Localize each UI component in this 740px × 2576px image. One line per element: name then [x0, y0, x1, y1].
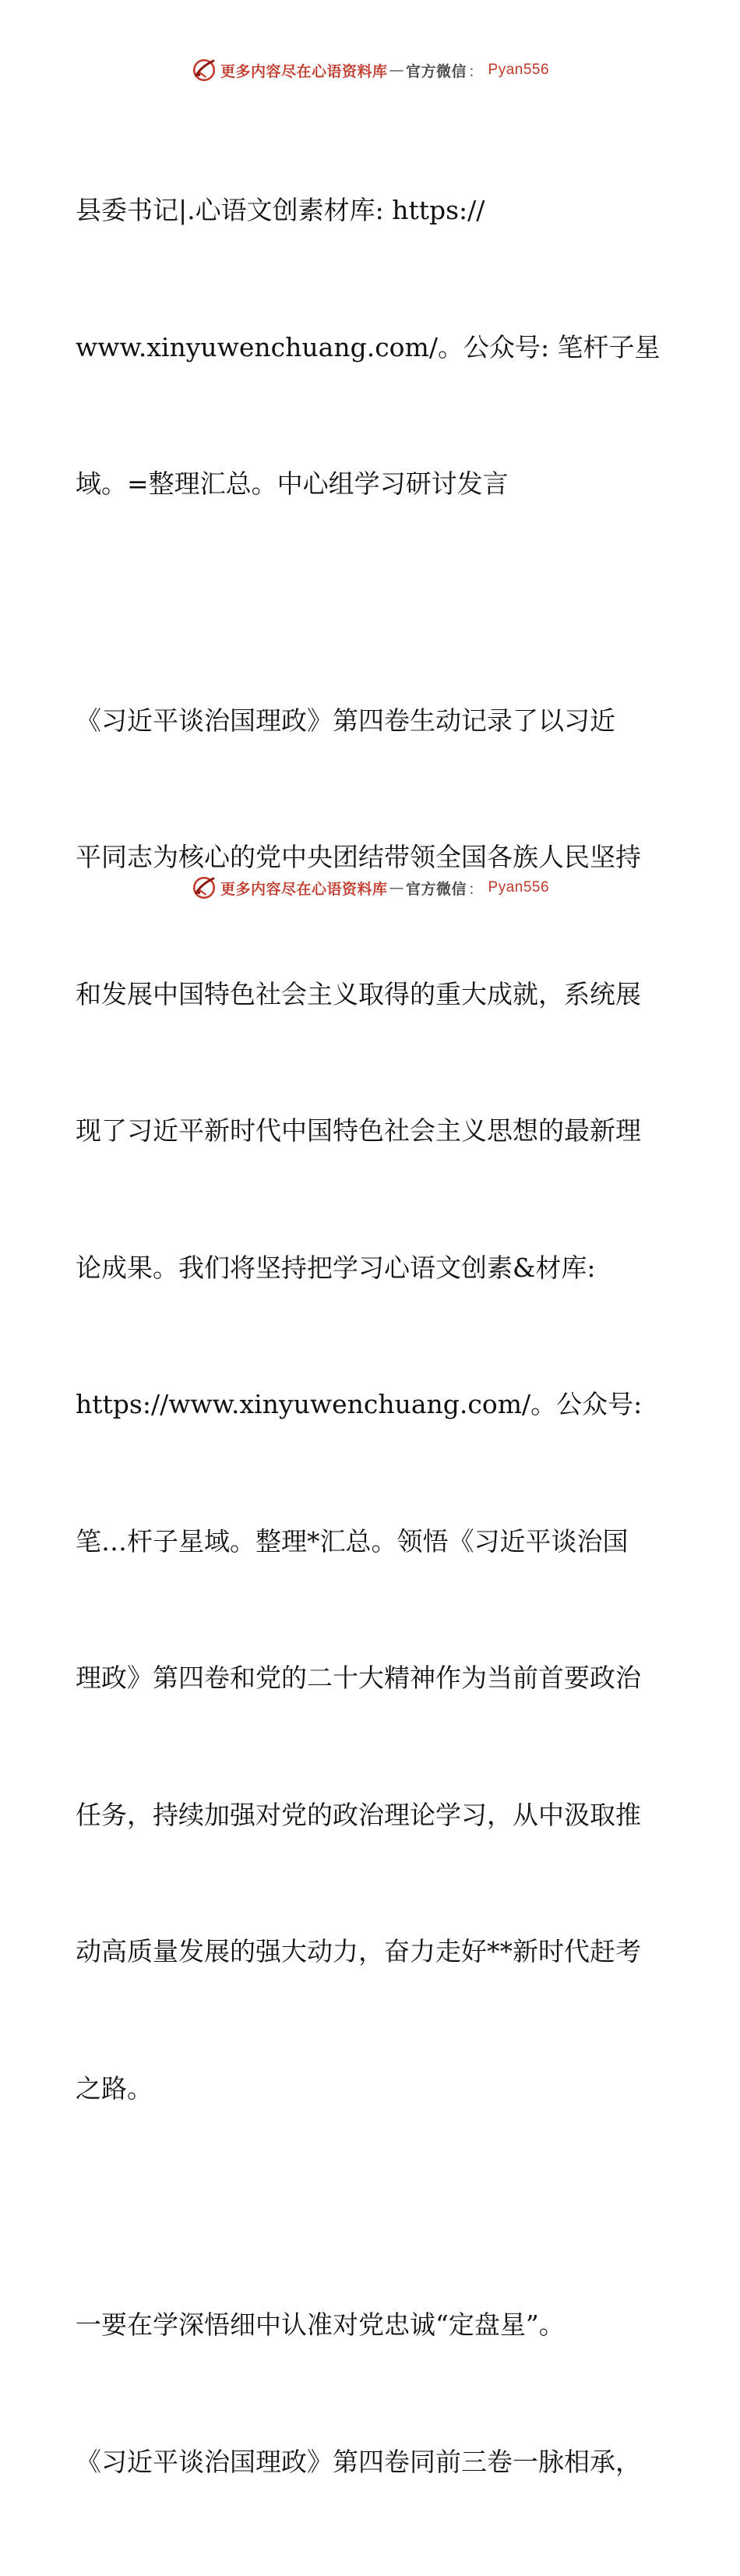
colon: ： [468, 62, 484, 80]
text-line: https://www.xinyuwenchuang.com/。公众号: [76, 1389, 643, 1419]
promo-text: 更多内容尽在心语资料库 [220, 62, 388, 80]
official-wechat-label: 官方微信 [405, 880, 467, 898]
text-line: www.xinyuwenchuang.com/。公众号: 笔杆子星 [76, 331, 661, 362]
text-line: 任务，持续加强对党的政治理论学习，从中汲取推 [76, 1799, 641, 1830]
official-wechat-label: 官方微信 [405, 62, 467, 80]
text-line: 县委书记|.心语文创素材库: https:// [76, 195, 485, 225]
wechat-id: Pyan556 [488, 879, 550, 896]
text-line: 《习近平谈治国理政》第四卷同前三卷一脉相承， [76, 2446, 641, 2477]
paragraph-intro [76, 97, 668, 599]
text-line: 域。=整理汇总。中心组学习研讨发言 [76, 468, 509, 499]
text-line: 理政》第四卷和党的二十大精神作为当前首要政治 [76, 1663, 641, 1693]
paragraph-main [76, 607, 668, 2203]
text-line: 论成果。我们将坚持把学习心语文创素&材库: [76, 1252, 596, 1283]
pen-seal-icon [191, 875, 217, 901]
text-line: 之路。 [76, 2072, 153, 2104]
text-line: 平同志为核心的党中央团结带领全国各族人民坚持 [76, 842, 641, 872]
text-line: 笔…杆子星域。整理*汇总。领悟《习近平谈治国 [76, 1525, 629, 1557]
text-line: 现了习近平新时代中国特色社会主义思想的最新理 [76, 1115, 641, 1146]
document-body [76, 97, 668, 2576]
wechat-id: Pyan556 [488, 62, 550, 78]
footer-watermark-banner [0, 872, 740, 903]
text-line: 《习近平谈治国理政》第四卷生动记录了以习近 [76, 705, 615, 736]
paragraph-point-one [76, 2211, 668, 2576]
text-line: 和发展中国特色社会主义取得的重大成就，系统展 [76, 978, 641, 1009]
header-watermark-banner [0, 55, 740, 86]
text-line: 一要在学深悟细中认准对党忠诚“定盘星”。 [76, 2309, 565, 2340]
separator-dash: — [389, 879, 404, 896]
colon: ： [468, 880, 484, 898]
text-line: 动高质量发展的强大动力，奋力走好**新时代赶考 [76, 1936, 641, 1966]
promo-text: 更多内容尽在心语资料库 [220, 880, 388, 898]
separator-dash: — [389, 62, 404, 79]
pen-seal-icon [191, 57, 217, 83]
